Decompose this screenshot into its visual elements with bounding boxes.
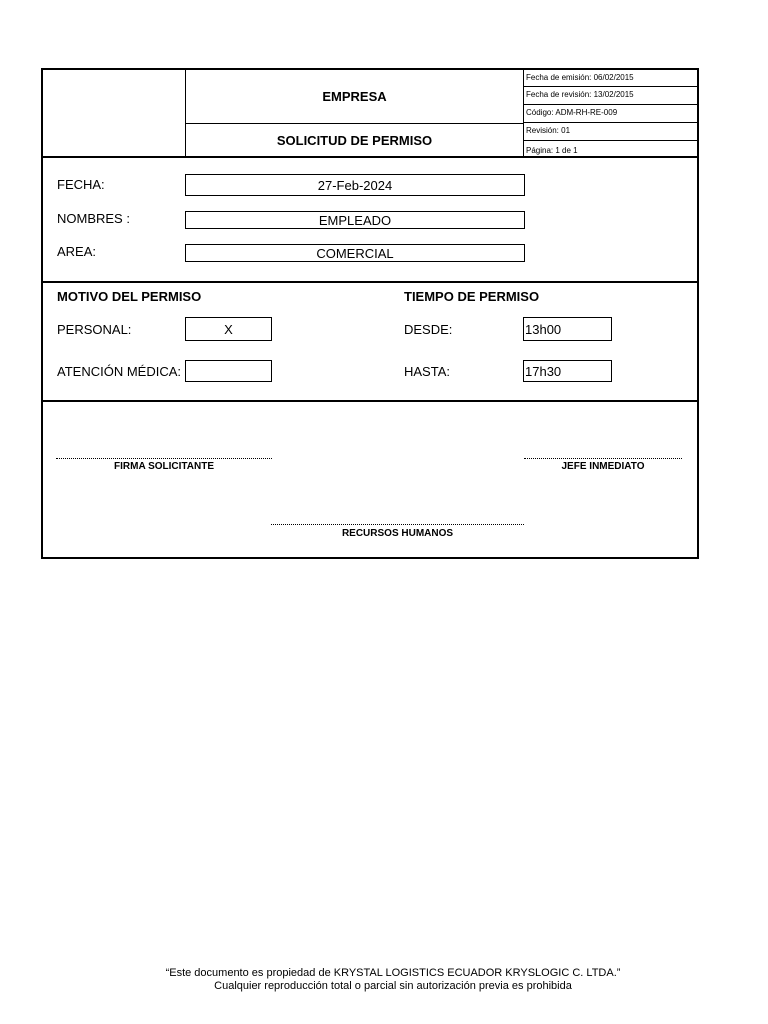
hasta-label: HASTA: xyxy=(404,364,450,379)
desde-field[interactable]: 13h00 xyxy=(523,317,612,341)
motivo-title: MOTIVO DEL PERMISO xyxy=(57,289,202,304)
tiempo-title: TIEMPO DE PERMISO xyxy=(404,289,540,304)
fecha-label: FECHA: xyxy=(57,177,105,192)
revision-date: Fecha de revisión: 13/02/2015 xyxy=(526,90,634,99)
fecha-field[interactable]: 27-Feb-2024 xyxy=(185,174,525,196)
nombres-field[interactable]: EMPLEADO xyxy=(185,211,525,229)
personal-label: PERSONAL: xyxy=(57,322,132,337)
personal-checkbox[interactable]: X xyxy=(185,317,272,341)
info-divider xyxy=(41,281,699,283)
document-code: Código: ADM-RH-RE-009 xyxy=(526,108,618,117)
company-name: EMPRESA xyxy=(322,89,387,104)
medica-checkbox[interactable] xyxy=(185,360,272,382)
recursos-humanos-label: RECURSOS HUMANOS xyxy=(341,528,454,539)
jefe-inmediato-label: JEFE INMEDIATO xyxy=(561,461,645,472)
footer-line-1: “Este documento es propiedad de KRYSTAL LOGISTICS ECUADOR KRYSLOGIC C. LTDA.” xyxy=(165,967,621,979)
hasta-field[interactable]: 17h30 xyxy=(523,360,612,382)
page-number: Página: 1 de 1 xyxy=(526,146,578,155)
jefe-inmediato-line xyxy=(524,458,682,459)
recursos-humanos-line xyxy=(271,524,524,525)
logo-placeholder xyxy=(43,70,185,156)
firma-solicitante-label: FIRMA SOLICITANTE xyxy=(114,461,214,472)
medica-label: ATENCIÓN MÉDICA: xyxy=(57,364,181,379)
footer-line-2: Cualquier reproducción total o parcial sin autorización previa es prohibida xyxy=(214,979,572,992)
revision-number: Revisión: 01 xyxy=(526,126,571,135)
emission-date: Fecha de emisión: 06/02/2015 xyxy=(526,73,634,82)
meta-row-divider-4 xyxy=(523,140,699,141)
nombres-label: NOMBRES : xyxy=(57,211,130,226)
area-label: AREA: xyxy=(57,244,97,259)
footer-disclaimer xyxy=(0,967,768,992)
motivo-divider xyxy=(41,400,699,402)
firma-solicitante-line xyxy=(56,458,272,459)
desde-label: DESDE: xyxy=(404,322,453,337)
document-title: SOLICITUD DE PERMISO xyxy=(276,133,433,148)
area-field[interactable]: COMERCIAL xyxy=(185,244,525,262)
